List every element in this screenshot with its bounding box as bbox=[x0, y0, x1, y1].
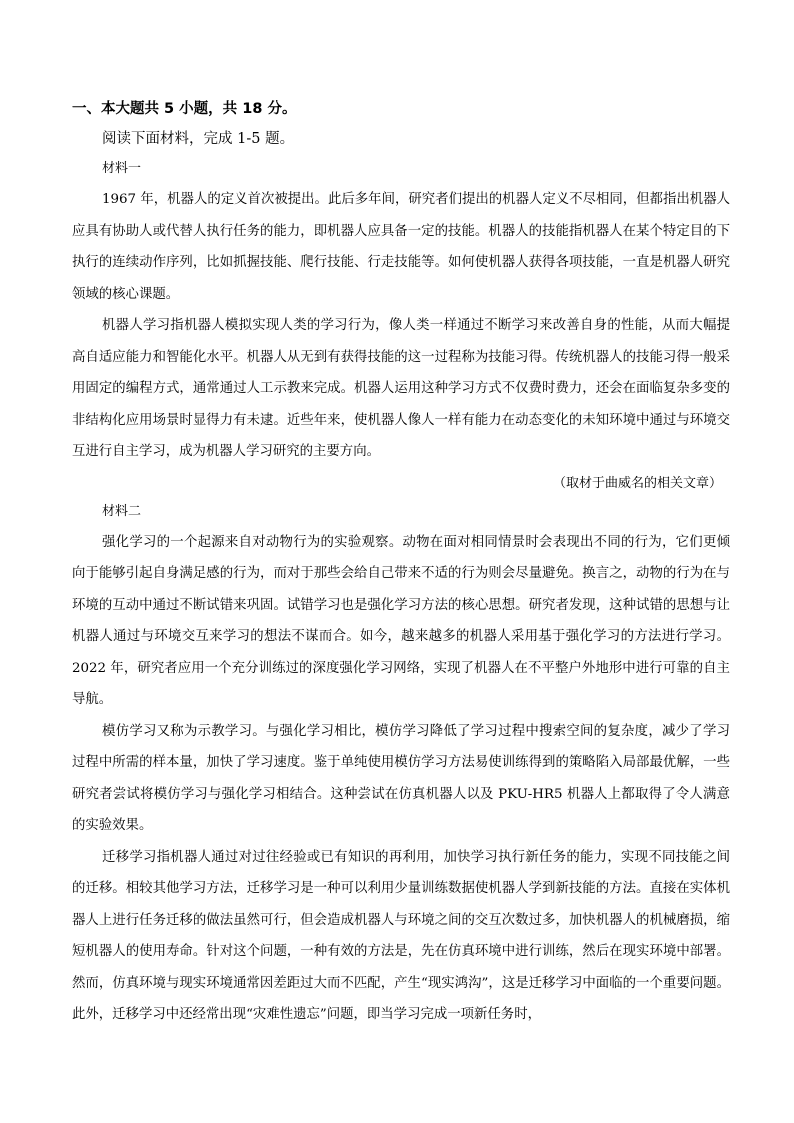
material-two-paragraph-1: 强化学习的一个起源来自对动物行为的实验观察。动物在面对相同情景时会表现出不同的行为，它们更倾向于能够引起自身满足感的行为，而对于那些会给自己带来不适的行为则会尽量避免。换言之，动物的行为在与环境的互动中通过不断试错来巩固。试错学习也是强化学习方法的核心思想。研究者发现，这种试错的思想与让机器人通过与环境交互来学习的想法不谋而合。如今，越来越多的机器人采用基于强化学习的方法进行学习。2022 年，研究者应用一个充分训练过的深度强化学习网络，实现了机器人在不平整户外地形中进行可靠的自主导航。 bbox=[72, 534, 730, 707]
material-one-paragraph-1: 1967 年，机器人的定义首次被提出。此后多年间，研究者们提出的机器人定义不尽相同，但都指出机器人应具有协助人或代替人执行任务的能力，即机器人应具备一定的技能。机器人的技能指机器人在某个特定目的下执行的连续动作序列，比如抓握技能、爬行技能、行走技能等。如何使机器人获得各项技能，一直是机器人研究领域的核心课题。 bbox=[72, 192, 730, 302]
material-two-paragraph-3: 迁移学习指机器人通过对过往经验或已有知识的再利用，加快学习执行新任务的能力，实现不同技能之间的迁移。相较其他学习方法，迁移学习是一种可以利用少量训练数据使机器人学到新技能的方法。直接在实体机器人上进行任务迁移的做法虽然可行，但会造成机器人与环境之间的交互次数过多，加快机器人的机械磨损，缩短机器人的使用寿命。针对这个问题，一种有效的方法是，先在仿真环境中进行训练，然后在现实环境中部署。然而，仿真环境与现实环境通常因差距过大而不匹配，产生“现实鸿沟”，这是迁移学习中面临的一个重要问题。此外，迁移学习中还经常出现“灾难性遗忘”问题，即当学习完成一项新任务时， bbox=[72, 849, 730, 1022]
material-one-paragraph-2: 机器人学习指机器人模拟实现人类的学习行为，像人类一样通过不断学习来改善自身的性能，从而大幅提高自适应能力和智能化水平。机器人从无到有获得技能的这一过程称为技能习得。传统机器人的技能习得一般采用固定的编程方式，通常通过人工示教来完成。机器人运用这种学习方式不仅费时费力，还会在面临复杂多变的非结构化应用场景时显得力有未逮。近些年来，使机器人像人一样有能力在动态变化的未知环境中通过与环境交互进行自主学习，成为机器人学习研究的主要方向。 bbox=[72, 318, 730, 459]
section-heading: 一、本大题共 5 小题，共 18 分。 bbox=[72, 101, 297, 117]
material-two-label: 材料二 bbox=[102, 503, 142, 519]
reading-instruction: 阅读下面材料，完成 1-5 题。 bbox=[102, 131, 295, 147]
material-one-source: （取材于曲威名的相关文章） bbox=[552, 475, 722, 491]
material-one-label: 材料一 bbox=[102, 161, 142, 176]
material-two-paragraph-2: 模仿学习又称为示教学习。与强化学习相比，模仿学习降低了学习过程中搜索空间的复杂度，减少了学习过程中所需的样本量，加快了学习速度。鉴于单纯使用模仿学习方法易使训练得到的策略陷入局部最优解，一些研究者尝试将模仿学习与强化学习相结合。这种尝试在仿真机器人以及 PKU-HR5 机器人上都取得了令人满意的实验效果。 bbox=[72, 723, 730, 833]
